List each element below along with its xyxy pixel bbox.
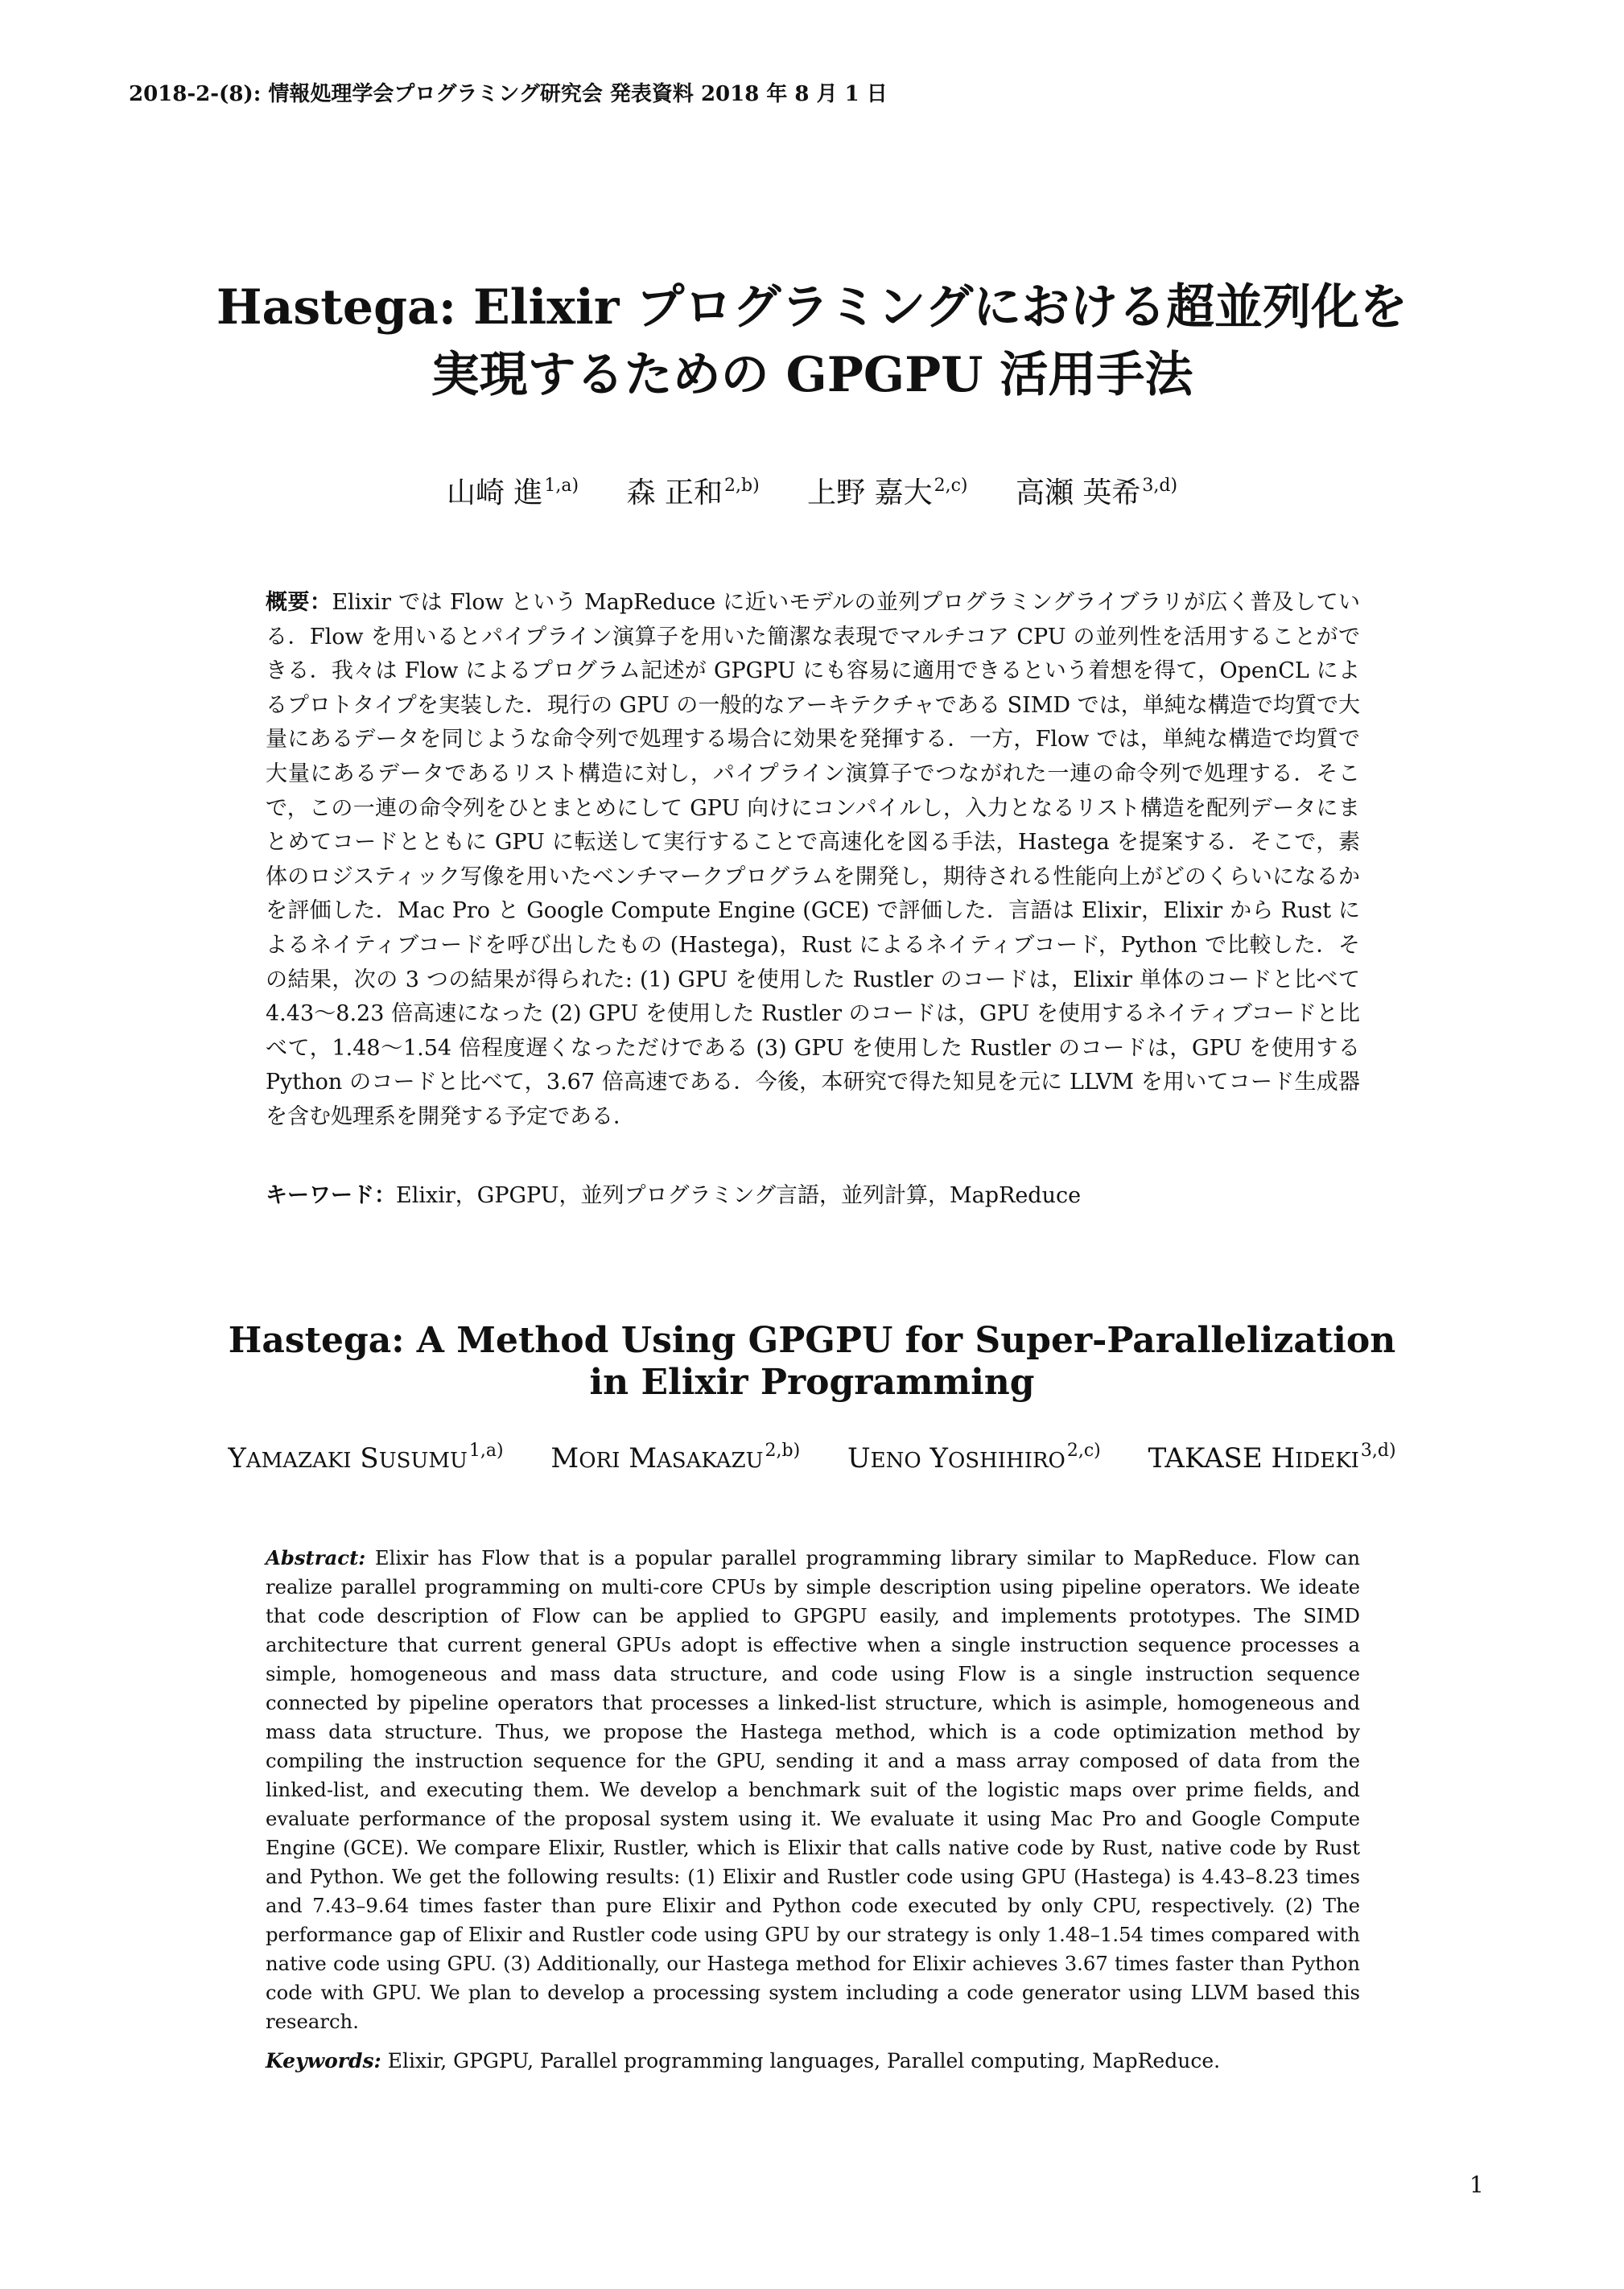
japanese-keywords-label: キーワード：	[266, 1183, 396, 1208]
english-title	[0, 1320, 1624, 1404]
author-last-rest: OSHIHIRO	[947, 1449, 1065, 1473]
english-author-list	[0, 1441, 1624, 1474]
author-affiliation-mark: 1,a)	[468, 1441, 504, 1461]
author-last-initial: H	[1271, 1442, 1296, 1474]
japanese-author-list	[0, 470, 1624, 511]
english-author	[1148, 1441, 1396, 1474]
japanese-author	[807, 470, 967, 511]
author-affiliation-mark: 2,c)	[934, 476, 968, 496]
author-affiliation-mark: 1,a)	[544, 476, 579, 496]
japanese-author	[1016, 470, 1177, 511]
author-first-initial: M	[550, 1442, 579, 1474]
author-first-rest: AMAZAKI	[245, 1449, 352, 1473]
english-keywords-text: Elixir, GPGPU, Parallel programming languages, Parallel computing, MapReduce.	[387, 2049, 1221, 2072]
author-affiliation-mark: 3,d)	[1142, 476, 1178, 496]
author-affiliation-mark: 2,b)	[765, 1441, 801, 1461]
japanese-keywords	[266, 1180, 1360, 1212]
author-last-rest: USUMU	[378, 1449, 468, 1473]
japanese-keywords-text: Elixir，GPGPU，並列プログラミング言語，並列計算，MapReduce	[396, 1183, 1082, 1208]
english-abstract-label: Abstract:	[266, 1546, 366, 1569]
author-last-initial: Y	[929, 1442, 948, 1474]
japanese-abstract-label: 概要：	[266, 590, 332, 615]
author-last-initial: S	[360, 1442, 379, 1474]
author-name: 高瀬 英希	[1015, 476, 1141, 509]
english-keywords	[266, 2047, 1360, 2076]
japanese-author	[627, 470, 760, 511]
english-author	[228, 1441, 503, 1474]
author-name: 上野 嘉大	[807, 476, 933, 509]
english-abstract-text: Elixir has Flow that is a popular parallel programming library similar to MapReduce. Flow can realize parallel programming on multi-core CPUs by simple description using pipeline operators. We ideate that code description of Flow can be applied to GPGPU easily, and implements prototypes. The SIMD architecture that current general GPUs adopt is effective when a single instruction sequence processes a simple, homogeneous and mass data structure, and code using Flow is a single instruction sequence connected by pipeline operators that processes a linked-list structure, which is asimple, homogeneous and mass data structure. Thus, we propose the Hastega method, which is a code optimization method by compiling the instruction sequence for the GPU, sending it and a mass array composed of data from the linked-list, and executing them. We develop a benchmark suit of the logistic maps over prime fields, and evaluate performance of the proposal system using it. We evaluate it using Mac Pro and Google Compute Engine (GCE). We compare Elixir, Rustler, which is Elixir that calls native code by Rust, native code by Rust and Python. We get the following results: (1) Elixir and Rustler code using GPU (Hastega) is 4.43–8.23 times and 7.43–9.64 times faster than pure Elixir and Python code executed by only CPU, respectively. (2) The performance gap of Elixir and Rustler code using GPU by our strategy is only 1.48–1.54 times compared with native code using GPU. (3) Additionally, our Hastega method for Elixir achieves 3.67 times faster than Python code with GPU. We plan to develop a processing system including a code generator using LLVM based this research.	[266, 1546, 1360, 2033]
author-affiliation-mark: 2,b)	[724, 476, 760, 496]
english-keywords-label: Keywords:	[266, 2049, 381, 2072]
japanese-title-line-1: Hastega: Elixir プログラミングにおける超並列化を	[216, 279, 1408, 336]
japanese-abstract	[266, 586, 1360, 1135]
japanese-title	[0, 274, 1624, 409]
author-first-name: TAKASE	[1148, 1442, 1263, 1474]
english-author	[550, 1441, 800, 1474]
english-title-line-2: in Elixir Programming	[589, 1362, 1035, 1403]
author-name: 山崎 進	[446, 476, 543, 509]
english-title-line-1: Hastega: A Method Using GPGPU for Super-Parallelization	[228, 1320, 1396, 1361]
author-affiliation-mark: 3,d)	[1360, 1441, 1396, 1461]
author-affiliation-mark: 2,c)	[1066, 1441, 1101, 1461]
author-name: 森 正和	[626, 476, 723, 509]
author-first-initial: U	[847, 1442, 871, 1474]
japanese-abstract-text: Elixir では Flow という MapReduce に近いモデルの並列プログラミングライブラリが広く普及している．Flow を用いるとパイプライン演算子を用いた簡潔な表現でマルチコア CPU の並列性を活用することができる．我々は Flow によるプログラム記述が GPGPU にも容易に適用できるという着想を得て，OpenCL によるプロトタイプを実装した．現行の GPU の一般的なアーキテクチャである SIMD では，単純な構造で均質で大量にあるデータを同じような命令列で処理する場合に効果を発揮する．一方，Flow では，単純な構造で均質で大量にあるデータであるリスト構造に対し，パイプライン演算子でつながれた一連の命令列で処理する．そこで，この一連の命令列をひとまとめにして GPU 向けにコンパイルし，入力となるリスト構造を配列データにまとめてコードとともに GPU に転送して実行することで高速化を図る手法，Hastega を提案する．そこで，素体のロジスティック写像を用いたベンチマークプログラムを開発し，期待される性能向上がどのくらいになるかを評価した．Mac Pro と Google Compute Engine (GCE) で評価した．言語は Elixir，Elixir から Rust によるネイティブコードを呼び出したもの (Hastega)，Rust によるネイティブコード，Python で比較した．その結果，次の 3 つの結果が得られた: (1) GPU を使用した Rustler のコードは，Elixir 単体のコードと比べて 4.43〜8.23 倍高速になった (2) GPU を使用した Rustler のコードは，GPU を使用するネイティブコードと比べて，1.48〜1.54 倍程度遅くなっただけである (3) GPU を使用した Rustler のコードは，GPU を使用する Python のコードと比べて，3.67 倍高速である．今後，本研究で得た知見を元に LLVM を用いてコード生成器を含む処理系を開発する予定である．	[266, 590, 1361, 1129]
author-first-initial: Y	[228, 1442, 246, 1474]
english-abstract	[266, 1544, 1360, 2036]
author-last-rest: ASAKAZU	[657, 1449, 764, 1473]
japanese-title-line-2: 実現するための GPGPU 活用手法	[431, 347, 1193, 403]
japanese-author	[447, 470, 579, 511]
author-first-rest: ENO	[870, 1449, 921, 1473]
page-number: 1	[1469, 2171, 1484, 2198]
author-first-rest: ORI	[579, 1449, 620, 1473]
author-last-initial: M	[629, 1442, 657, 1474]
english-author	[847, 1441, 1101, 1474]
author-last-rest: IDEKI	[1295, 1449, 1359, 1473]
running-header: 2018-2-(8): 情報処理学会プログラミング研究会 発表資料 2018 年 8 月 1 日	[129, 82, 888, 106]
